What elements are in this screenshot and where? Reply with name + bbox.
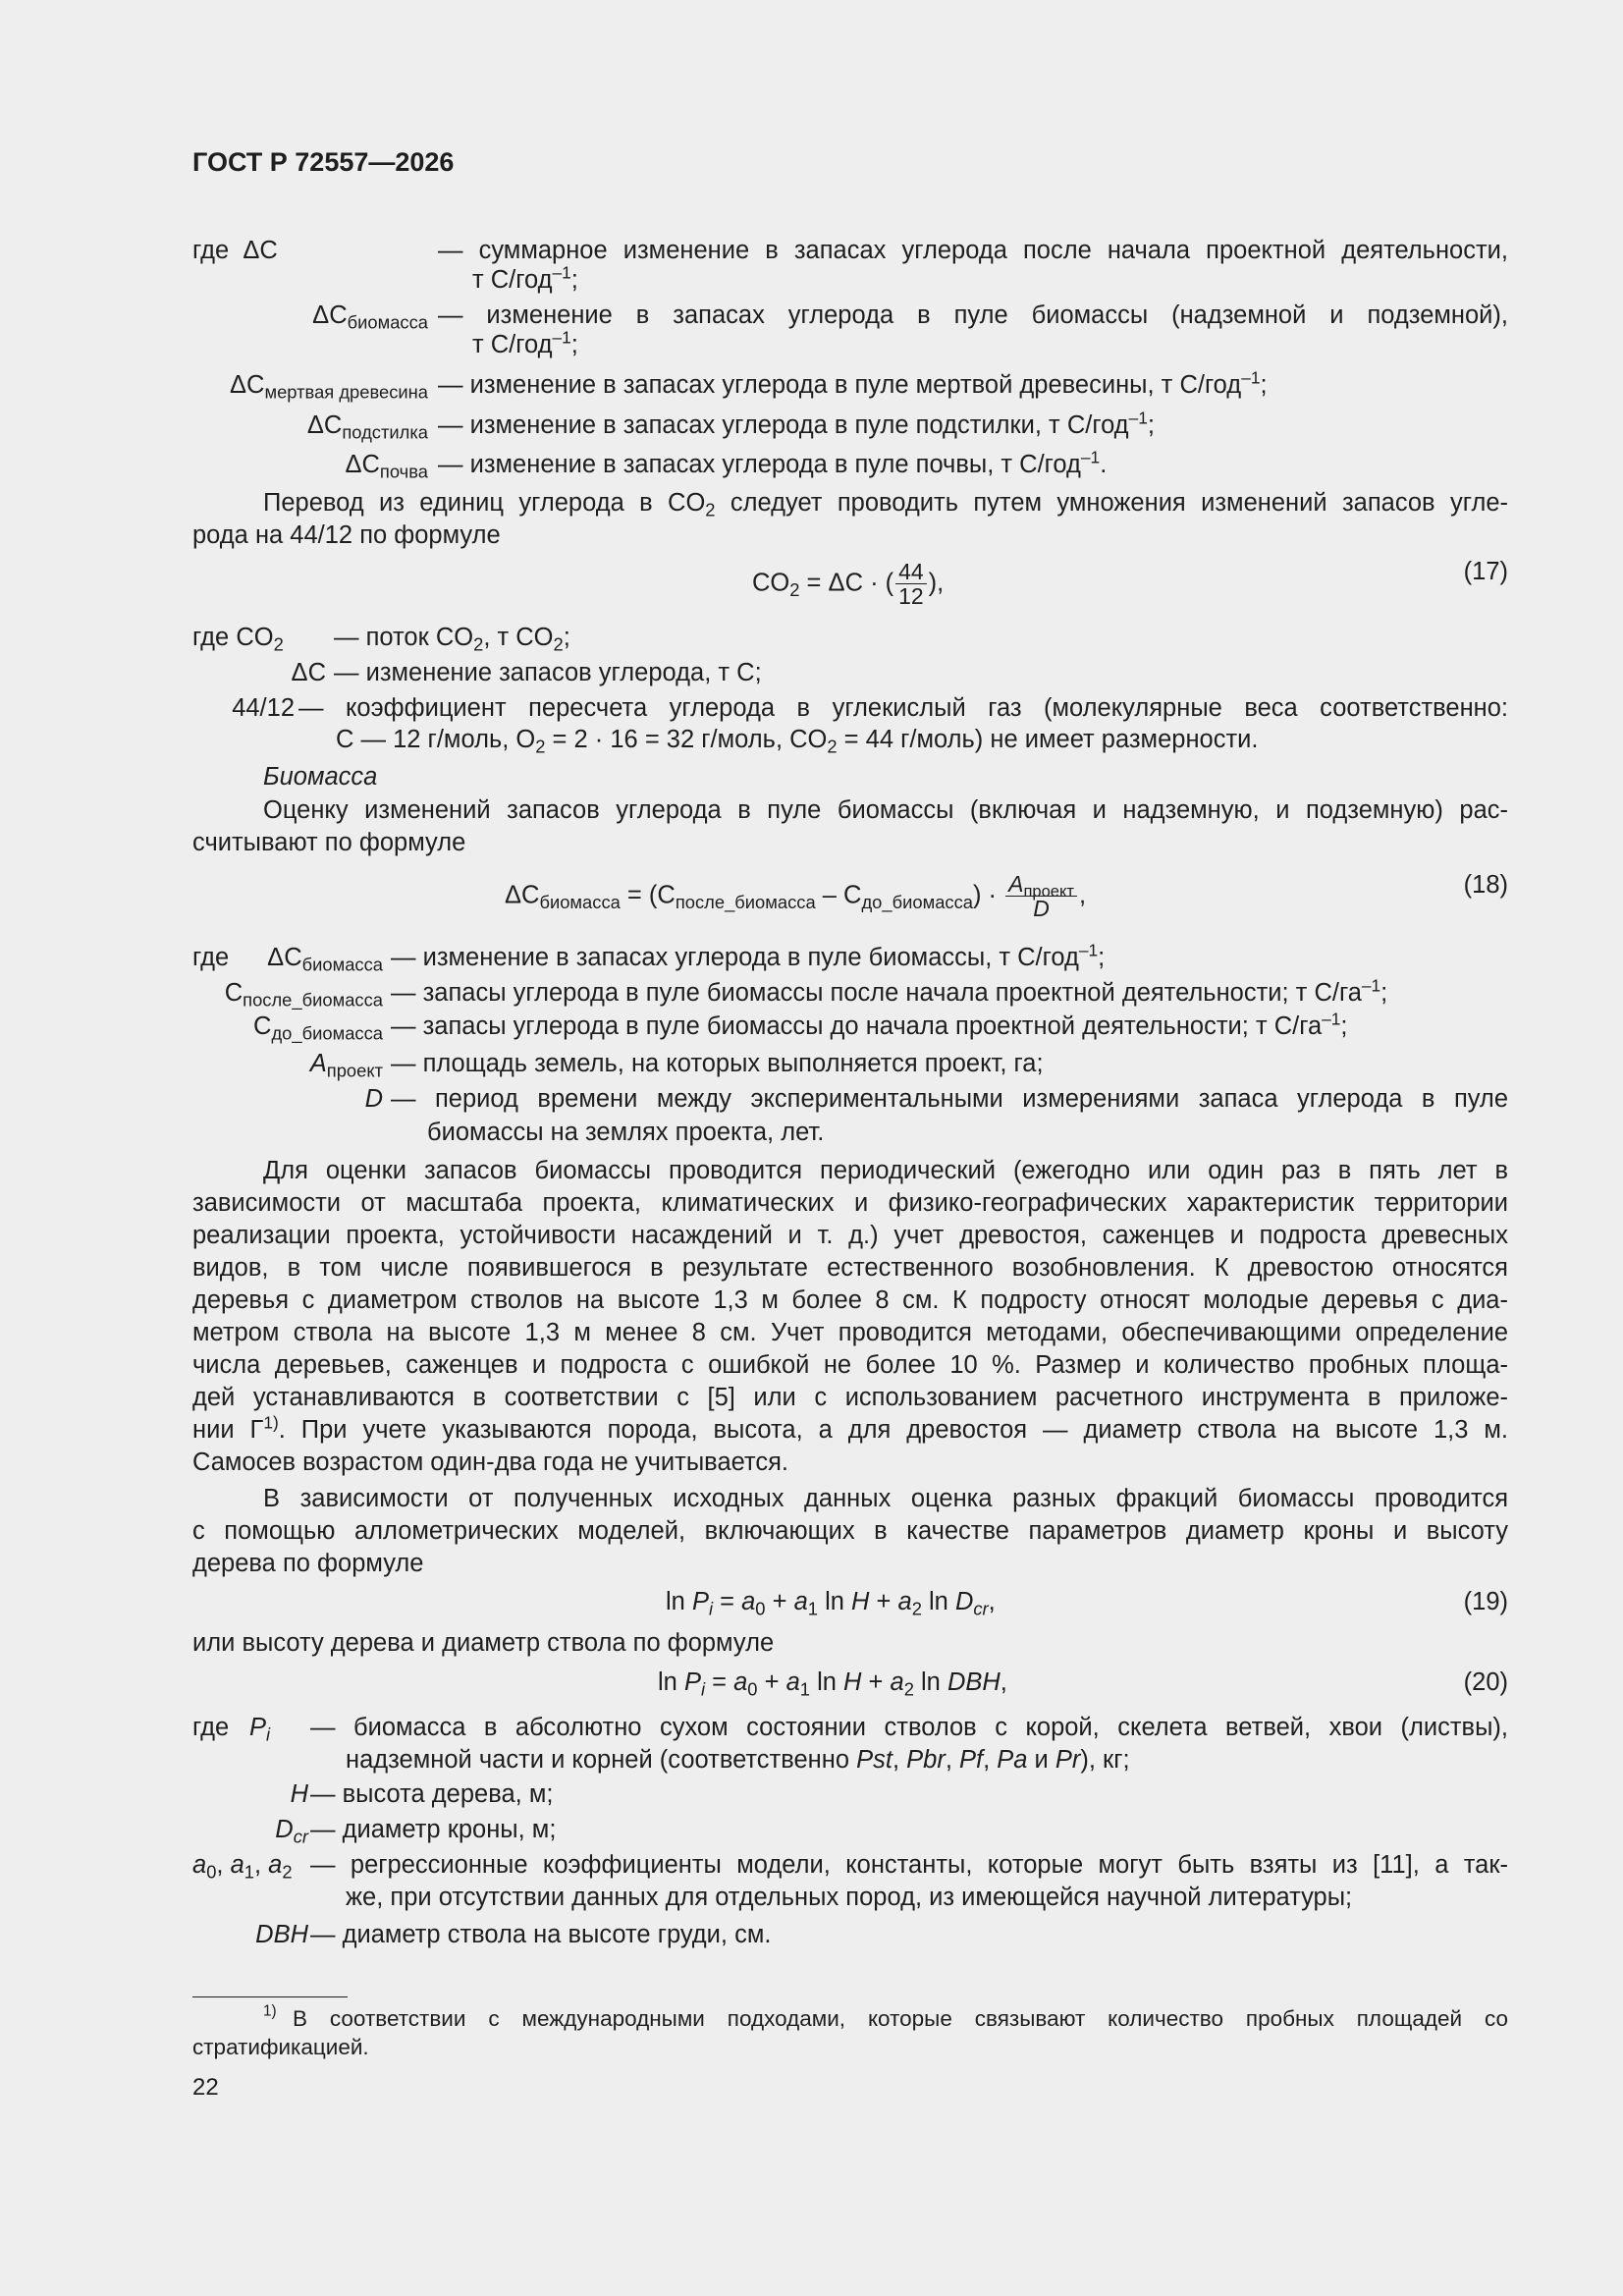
paragraph-line: Перевод из единиц углерода в $CO_2$ следует проводить путем умножения изменений запасов угле- bbox=[263, 489, 1508, 520]
legend-soil-desc: — изменение в запасах углерода в пуле почвы, т С/год$^{-1}$. bbox=[438, 447, 1108, 478]
legend-p-desc: — биомасса в абсолютно сухом состоянии стволов с корой, скелета ветвей, хвои (листвы), bbox=[310, 1714, 1508, 1741]
legend-dcr-symbol: $D_{cr}$ bbox=[275, 1816, 308, 1847]
footnote-text: стратификацией. bbox=[192, 2035, 369, 2059]
paragraph-line: или высоту дерева и диаметр ствола по формуле bbox=[192, 1629, 775, 1657]
legend-dbh-symbol: DBH bbox=[255, 1921, 308, 1948]
legend-dc-desc: — суммарное изменение в запасах углерода после начала проектной деятельности, bbox=[438, 237, 1508, 264]
formula-number: (17) bbox=[1463, 558, 1508, 585]
paragraph-line: Самосев возрастом один-два года не учитывается. bbox=[192, 1449, 788, 1476]
document-header: ГОСТ Р 72557—2026 bbox=[192, 147, 455, 177]
legend-coef-desc2: же, при отсутствии данных для отдельных пород, из имеющейся научной литературы; bbox=[346, 1884, 1353, 1911]
legend-after-symbol: $C_{после\_биомасса}$ bbox=[224, 979, 383, 1011]
paragraph-line: деревья с диаметром стволов на высоте 1,3 м более 8 см. К подросту относят молодые деревья с диа- bbox=[192, 1286, 1508, 1314]
legend-deadwood-symbol: $\Delta C_{мертвая древесина}$ bbox=[230, 371, 428, 403]
paragraph-line: дей устанавливаются в соответствии с [5] или с использованием расчетного инструмента в приложе- bbox=[192, 1384, 1508, 1411]
section-heading-biomass: Биомасса bbox=[263, 763, 378, 791]
legend-where: где bbox=[192, 944, 230, 971]
legend-dc-desc: — изменение запасов углерода, т С; bbox=[334, 659, 762, 686]
legend-period-desc2: биомассы на землях проекта, лет. bbox=[427, 1119, 825, 1146]
legend-p-symbol: $P_i$ bbox=[249, 1714, 271, 1745]
legend-co2-desc: — поток $CO_2$, т $CO_2$; bbox=[334, 624, 570, 655]
legend-period-symbol: D bbox=[364, 1085, 383, 1113]
legend-biomass-desc: — изменение в запасах углерода в пуле биомассы (надземной и подземной), bbox=[438, 301, 1508, 329]
legend-biomass-unit: т С/год$^{-1}$; bbox=[472, 327, 578, 358]
paragraph-line: Оценку изменений запасов углерода в пуле биомассы (включая и надземную, и подземную) рас- bbox=[263, 796, 1508, 824]
legend-coef-desc: — регрессионные коэффициенты модели, константы, которые могут быть взяты из [11], а так- bbox=[310, 1851, 1508, 1879]
paragraph-line: считывают по формуле bbox=[192, 829, 466, 856]
paragraph-line: числа деревьев, саженцев и подроста с ошибкой не более 10 %. Размер и количество пробных площа- bbox=[192, 1351, 1508, 1379]
formula-17: $CO_2 = \Delta C$ · ( $\frac{44}{12}$ ), bbox=[752, 559, 945, 610]
legend-h-desc: — высота дерева, м; bbox=[310, 1780, 554, 1808]
legend-dc-unit: т С/год$^{-1}$; bbox=[472, 262, 578, 294]
legend-deadwood-desc: — изменение в запасах углерода в пуле мертвой древесины, т С/год$^{-1}$; bbox=[438, 367, 1268, 399]
legend-dcr-desc: — диаметр кроны, м; bbox=[310, 1816, 557, 1843]
paragraph-line: зависимости от масштаба проекта, климатических и физико-географических характеристик территории bbox=[192, 1189, 1508, 1217]
legend-biomass-symbol: $\Delta C_{биомасса}$ bbox=[312, 301, 428, 333]
paragraph-line: дерева по формуле bbox=[192, 1550, 424, 1577]
paragraph-line: реализации проекта, устойчивости насаждений и т. д.) учет древостоя, саженцев и подроста древесных bbox=[192, 1222, 1508, 1249]
formula-20: $\ln P_i = a_0 + a_1$ $\ln H + a_2$ ln DBH, bbox=[658, 1668, 1007, 1700]
paragraph-line: видов, в том числе появившегося в результате естественного возобновления. К древостою относятся bbox=[192, 1254, 1508, 1282]
page-number: 22 bbox=[192, 2074, 219, 2101]
legend-litter-symbol: $\Delta C_{подстилка}$ bbox=[306, 411, 428, 443]
paragraph-line: Для оценки запасов биомассы проводится периодический (ежегодно или один раз в пять лет в bbox=[263, 1157, 1508, 1184]
legend-co2: где $CO_2$ bbox=[192, 624, 284, 655]
formula-number: (20) bbox=[1463, 1668, 1508, 1696]
formula-number: (19) bbox=[1463, 1588, 1508, 1615]
legend-period-desc: — период времени между экспериментальными измерениями запаса углерода в пуле bbox=[391, 1085, 1508, 1113]
formula-19: $\ln P_i = a_0 + a_1$ $\ln H + a_2$ $\ln D_{cr}$, bbox=[666, 1588, 996, 1619]
legend-dc-biomass-symbol: $\Delta C_{биомасса}$ bbox=[267, 944, 383, 975]
paragraph-line: с помощью аллометрических моделей, включающих в качестве параметров диаметр кроны и высоту bbox=[192, 1517, 1508, 1545]
paragraph-line: нии $Г^{1)}$. При учете указываются порода, высота, а для древостоя — диаметр ствола на высоте 1,3 м. bbox=[192, 1412, 1509, 1444]
formula-18: $\Delta C_{биомасса} = (C_{после\_биомасса} - C_{до\_биомасса})$ · $\frac{A_{проект}}{D}$ , bbox=[505, 871, 1087, 922]
paragraph-line: В зависимости от полученных исходных данных оценка разных фракций биомассы проводится bbox=[263, 1485, 1508, 1512]
legend-dc-biomass-desc: — изменение в запасах углерода в пуле биомассы, т С/год$^{-1}$; bbox=[391, 940, 1106, 971]
legend-where: где ΔC bbox=[192, 237, 278, 264]
legend-before-desc: — запасы углерода в пуле биомассы до начала проектной деятельности; т $С/га^{-1}$; bbox=[391, 1009, 1348, 1040]
legend-dc-symbol: ΔC bbox=[291, 659, 326, 686]
paragraph-line: метром ствола на высоте 1,3 м менее 8 см. Учет проводится методами, обеспечивающими определение bbox=[192, 1319, 1508, 1346]
legend-where: где bbox=[192, 1714, 230, 1741]
paragraph-line: рода на 44/12 по формуле bbox=[192, 521, 501, 549]
legend-p-desc2: надземной части и корней (соответственно Pst, Pbr, Pf, Pa и Pr), кг; bbox=[346, 1746, 1130, 1774]
legend-ratio-desc: — коэффициент пересчета углерода в углекислый газ (молекулярные веса соответственно: bbox=[298, 694, 1508, 722]
legend-ratio-desc2: С — 12 г/моль, $O_2 = 2 \cdot 16 = 32$ г/моль, $CO_2 = 44$ г/моль) не имеет размерности. bbox=[336, 726, 1259, 757]
footnote-rule bbox=[192, 1996, 348, 1997]
legend-litter-desc: — изменение в запасах углерода в пуле подстилки, т С/год$^{-1}$; bbox=[438, 408, 1155, 439]
legend-coef-symbols: $a_0$, $a_1$, $a_2$ bbox=[192, 1851, 293, 1883]
legend-area-desc: — площадь земель, на которых выполняется проект, га; bbox=[391, 1050, 1044, 1077]
legend-after-desc: — запасы углерода в пуле биомассы после начала проектной деятельности; т $С/га^{-1}$; bbox=[391, 975, 1388, 1007]
footnote-text: В соответствии с международными подходами, которые связывают количество пробных площадей со bbox=[293, 2006, 1508, 2031]
legend-soil-symbol: $\Delta C_{почва}$ bbox=[345, 451, 428, 482]
legend-area-symbol: $A_{проект}$ bbox=[309, 1050, 383, 1081]
formula-number: (18) bbox=[1463, 871, 1508, 899]
legend-ratio-symbol: 44/12 bbox=[232, 694, 295, 722]
legend-h-symbol: H bbox=[290, 1780, 308, 1808]
footnote-marker: 1) bbox=[263, 2002, 277, 2020]
legend-before-symbol: $C_{до\_биомасса}$ bbox=[253, 1012, 383, 1044]
legend-dbh-desc: — диаметр ствола на высоте груди, см. bbox=[310, 1921, 772, 1948]
